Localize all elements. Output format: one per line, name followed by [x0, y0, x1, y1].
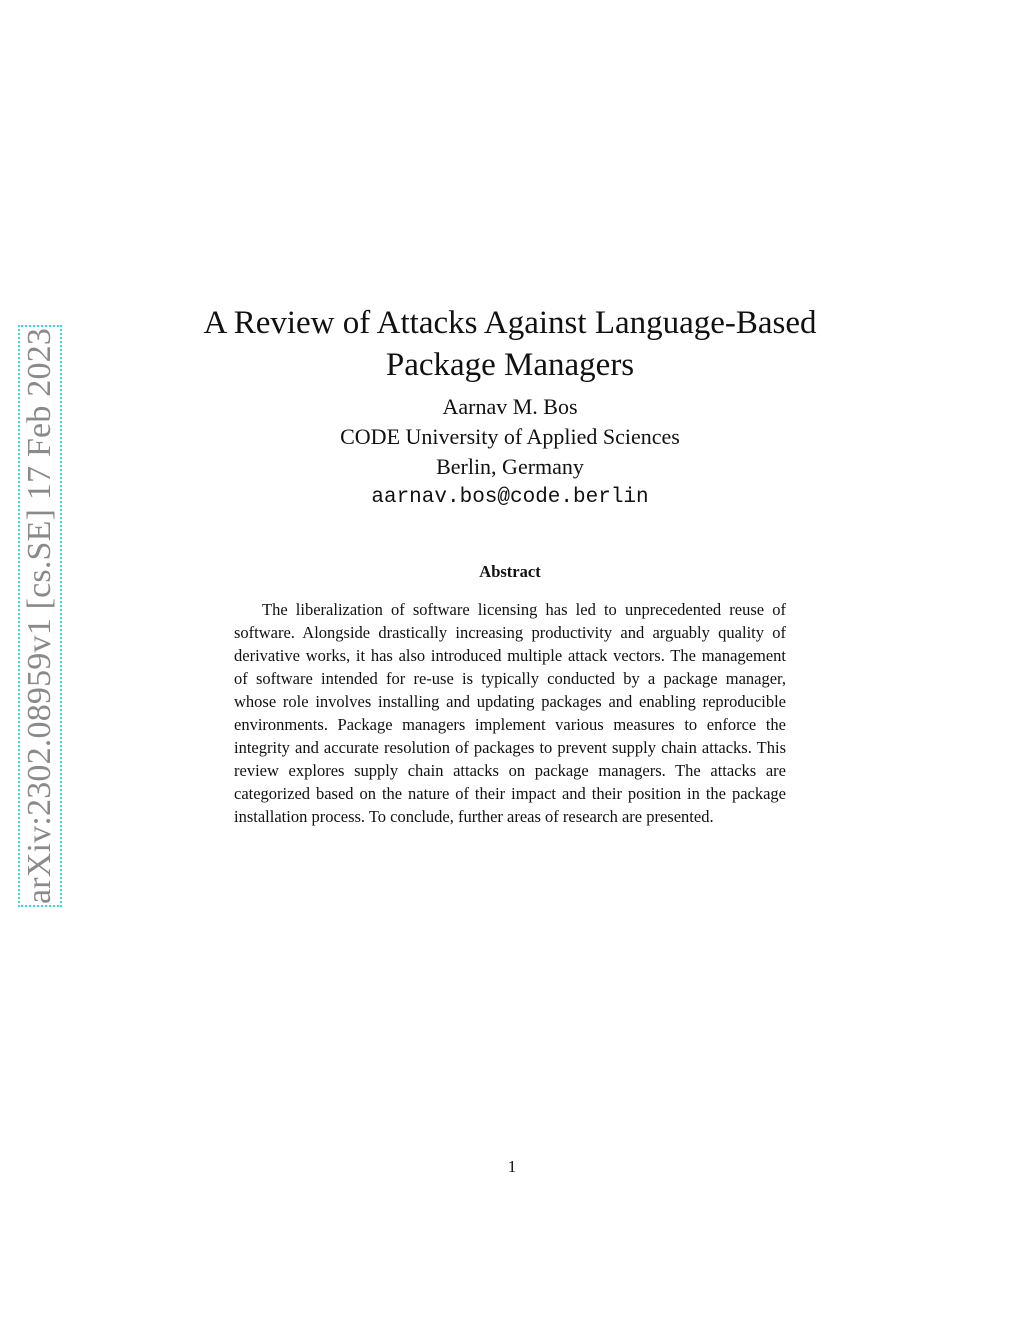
page-number: 1 [507, 1157, 517, 1176]
paper-title [150, 302, 870, 386]
author-location: Berlin, Germany [436, 454, 584, 479]
abstract-heading: Abstract [479, 562, 541, 581]
author-name: Aarnav M. Bos [442, 394, 578, 419]
author-affiliation: CODE University of Applied Sciences [340, 424, 680, 449]
author-block [200, 392, 820, 513]
paper-title-line-2: Package Managers [385, 347, 635, 384]
paper-title-line-1: A Review of Attacks Against Language-Based [203, 305, 817, 342]
arxiv-identifier: arXiv:2302.08959v1 [cs.SE] 17 Feb 2023 [21, 327, 58, 905]
abstract-text: The liberalization of software licensing has led to unprecedented reuse of software. Alongside drastically increasing productivity and arguably quality of derivative works, it has also introduced multiple attack vectors. The management of software intended for re-use is typically conducted by a package manager, whose role involves installing and updating packages and enabling reproducible environments. Package managers implement various measures to enforce the integrity and accurate resolution of packages to prevent supply chain attacks. This review explores supply chain attacks on package managers. The attacks are categorized based on the nature of their impact and their position in the package installation process. To conclude, further areas of research are presented. [234, 600, 786, 826]
author-email: aarnav.bos@code.berlin [371, 486, 649, 509]
